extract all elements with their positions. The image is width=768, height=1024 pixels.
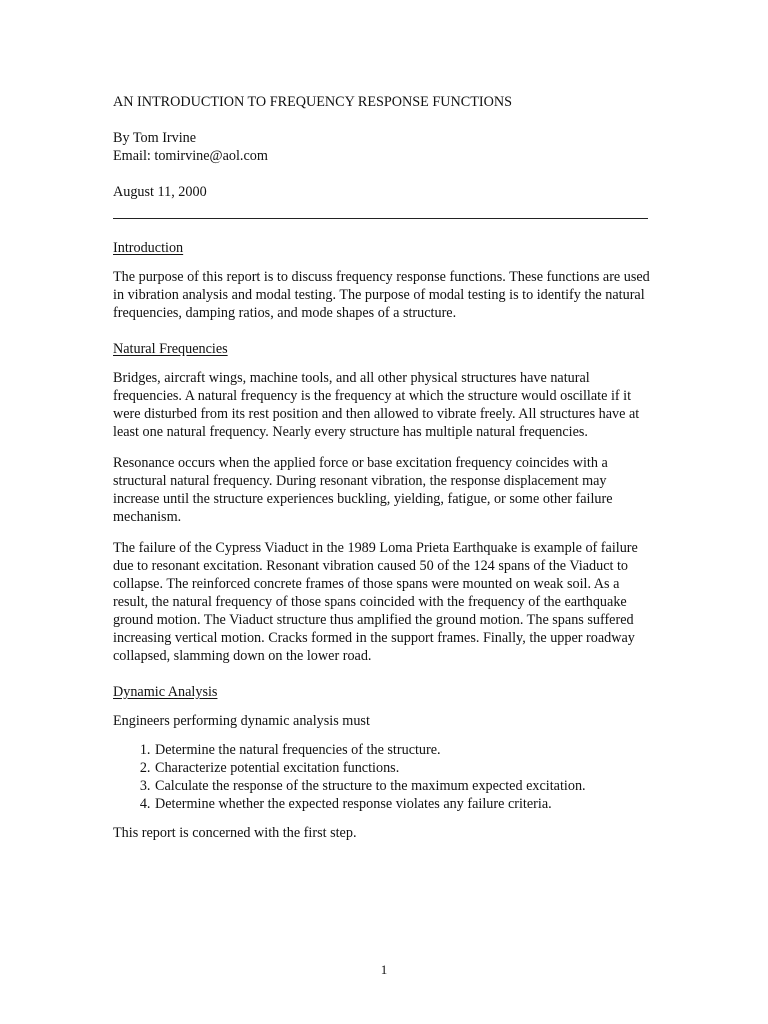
- section-heading-dynamic-analysis: Dynamic Analysis: [113, 684, 218, 700]
- list-item: 1. Determine the natural frequencies of the structure.: [154, 741, 653, 759]
- natural-frequencies-paragraph-2: Resonance occurs when the applied force or base excitation frequency coincides with a structural natural frequency. During resonant vibration, the response displacement may increase until the structure experiences buckling, yielding, fatigue, or some other failure mechanism.: [113, 455, 613, 525]
- author-line: By Tom Irvine: [113, 130, 197, 146]
- horizontal-rule: [113, 218, 648, 219]
- dynamic-analysis-closing: This report is concerned with the first step.: [113, 825, 357, 841]
- section-heading-introduction: Introduction: [113, 240, 184, 256]
- list-item: 3. Calculate the response of the structure to the maximum expected excitation.: [154, 777, 653, 795]
- page-number: 1: [380, 962, 388, 977]
- list-item: 2. Characterize potential excitation functions.: [154, 759, 653, 777]
- dynamic-analysis-intro: Engineers performing dynamic analysis must: [113, 713, 370, 729]
- natural-frequencies-paragraph-1: Bridges, aircraft wings, machine tools, and all other physical structures have natural frequencies. A natural frequency is the frequency at which the structure would oscillate if it were disturbed from its rest position and then allowed to vibrate freely. All structures have at least one natural frequency. Nearly every structure has multiple natural frequencies.: [113, 370, 640, 440]
- document-title: AN INTRODUCTION TO FREQUENCY RESPONSE FUNCTIONS: [113, 94, 512, 110]
- list-item: 4. Determine whether the expected response violates any failure criteria.: [154, 795, 653, 813]
- introduction-paragraph: The purpose of this report is to discuss frequency response functions. These functions are used in vibration analysis and modal testing. The purpose of modal testing is to identify the natural frequencies, damping ratios, and mode shapes of a structure.: [113, 269, 650, 321]
- document-page: [113, 93, 653, 842]
- dynamic-analysis-steps: [113, 741, 653, 813]
- section-heading-natural-frequencies: Natural Frequencies: [113, 341, 228, 357]
- natural-frequencies-paragraph-3: The failure of the Cypress Viaduct in the 1989 Loma Prieta Earthquake is example of failure due to resonant excitation. Resonant vibration caused 50 of the 124 spans of the Viaduct to collapse. The reinforced concrete frames of those spans were mounted on weak soil. As a result, the natural frequency of those spans coincided with the frequency of the earthquake ground motion. The Viaduct structure thus amplified the ground motion. The spans suffered increasing vertical motion. Cracks formed in the support frames. Finally, the upper roadway collapsed, slamming down on the lower road.: [113, 540, 638, 664]
- document-date: August 11, 2000: [113, 184, 207, 200]
- email-line: Email: tomirvine@aol.com: [113, 148, 268, 164]
